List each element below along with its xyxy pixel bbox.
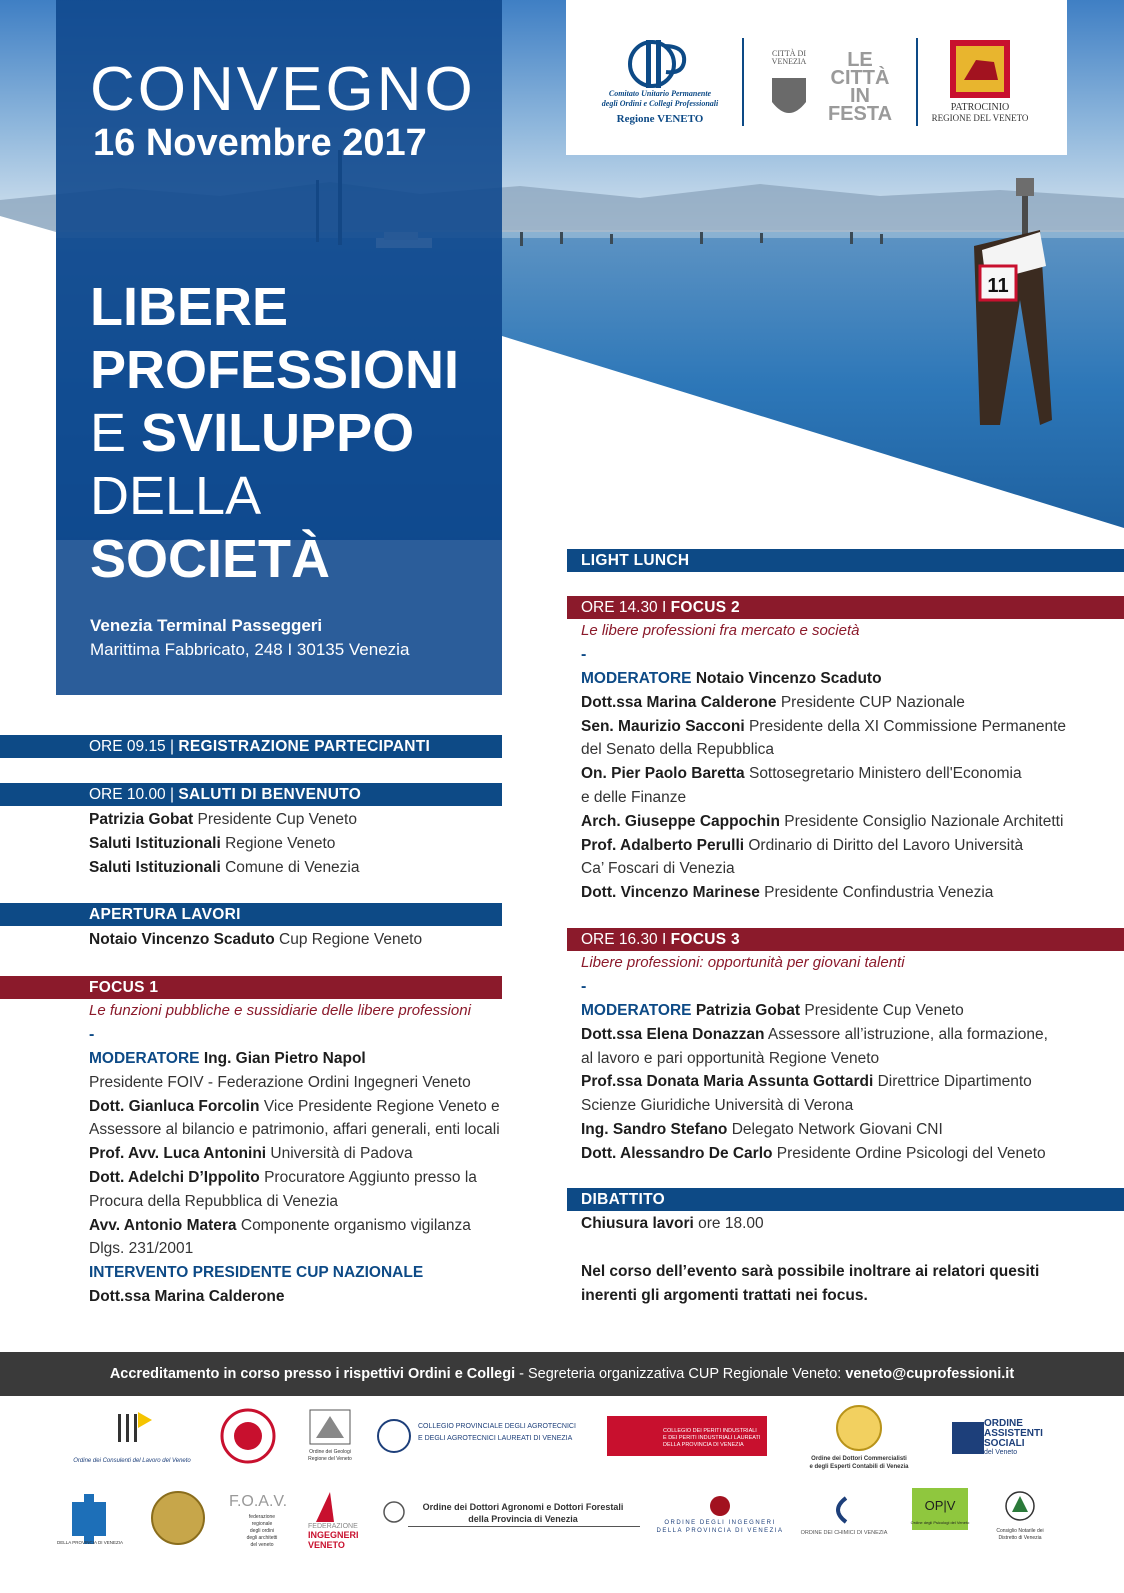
separator: -: [89, 1026, 95, 1043]
list-item: Dott.ssa Elena Donazzan Assessore all’istruzione, alla formazione,: [581, 1025, 1048, 1043]
list-item: Arch. Giuseppe Cappochin Presidente Consiglio Nazionale Architetti: [581, 812, 1064, 830]
list-item: Ca’ Foscari di Venezia: [581, 860, 735, 878]
ingegneri-veneto-logo-icon: [316, 1492, 334, 1522]
partner-logos: [0, 1398, 1124, 1588]
svg-text:ORDINE: ORDINE: [984, 1418, 1023, 1429]
svg-text:PATROCINIO: PATROCINIO: [950, 102, 1010, 113]
welcome-speakers: [89, 808, 509, 879]
agronomi-logo-icon: [384, 1502, 404, 1522]
commercialisti-logo-icon: [837, 1406, 881, 1450]
focus2-bar: ORE 14.30 I FOCUS 2: [567, 596, 1124, 619]
list-item: Dott.ssa Marina Calderone Presidente CUP Nazionale: [581, 693, 965, 711]
list-item: MODERATORE Notaio Vincenzo Scaduto: [581, 670, 882, 687]
list-item: Sen. Maurizio Sacconi Presidente della XI Commissione Permanente: [581, 717, 1067, 735]
event-title: [90, 276, 459, 591]
title-line-5: SOCIETÀ: [90, 529, 331, 589]
svg-text:Regione del Veneto: Regione del Veneto: [308, 1456, 352, 1462]
svg-text:F.O.A.V.: F.O.A.V.: [228, 1493, 288, 1510]
list-item: On. Pier Paolo Baretta Sottosegretario Ministero dell'Economia: [581, 765, 1022, 783]
list-item: al lavoro e pari opportunità Regione Veneto: [581, 1049, 880, 1067]
list-item: Prof. Adalberto Perulli Ordinario di Diritto del Lavoro Università: [581, 836, 1024, 854]
venezia-shield-icon: [772, 78, 806, 113]
svg-text:DELLA PROVINCIA DI VENEZIA: DELLA PROVINCIA DI VENEZIA: [656, 1528, 784, 1534]
svg-text:del veneto: del veneto: [250, 1542, 274, 1548]
gold-seal-icon: [152, 1492, 204, 1544]
focus2-speakers: [581, 667, 1101, 905]
svg-text:VENETO: VENETO: [308, 1540, 345, 1550]
title-line-3: E SVILUPPO: [90, 403, 415, 463]
venue-name: Venezia Terminal Passeggeri: [90, 616, 323, 635]
svg-text:SOCIALI: SOCIALI: [984, 1438, 1025, 1449]
title-line-2: PROFESSIONI: [90, 340, 460, 400]
chimici-logo-icon: [838, 1498, 846, 1522]
debate-bar: DIBATTITO: [567, 1188, 1124, 1211]
svg-text:FEDERAZIONE: FEDERAZIONE: [308, 1523, 358, 1530]
list-item: Dott. Alessandro De Carlo Presidente Ordine Psicologi del Veneto: [581, 1144, 1046, 1162]
svg-text:11: 11: [987, 275, 1009, 297]
list-item: Prof. Avv. Luca Antonini Università di Padova: [89, 1145, 413, 1163]
separator: -: [581, 646, 587, 663]
svg-text:Regione VENETO: Regione VENETO: [616, 113, 704, 125]
focus3-speakers: [581, 999, 1101, 1166]
closing: [581, 1212, 1101, 1236]
list-item: Chiusura lavori ore 18.00: [581, 1215, 764, 1232]
list-item: Procura della Repubblica di Venezia: [89, 1192, 339, 1210]
welcome-bar: ORE 10.00 | SALUTI DI BENVENUTO: [0, 783, 502, 806]
svg-text:COLLEGIO DEI PERITI INDUSTRIAL: COLLEGIO DEI PERITI INDUSTRIALI: [663, 1428, 757, 1434]
svg-text:OP|V: OP|V: [924, 1498, 956, 1513]
svg-text:ORDINE DEGLI INGEGNERI: ORDINE DEGLI INGEGNERI: [664, 1520, 776, 1526]
focus1-bar: FOCUS 1: [0, 976, 502, 999]
svg-text:FESTA: FESTA: [827, 103, 893, 125]
list-item: e delle Finanze: [581, 788, 687, 806]
svg-text:ASSISTENTI: ASSISTENTI: [984, 1428, 1043, 1439]
list-item: Dott. Gianluca Forcolin Vice Presidente Regione Veneto e: [89, 1097, 500, 1115]
focus1-speakers: [89, 1047, 519, 1309]
registration-bar: ORE 09.15 | REGISTRAZIONE PARTECIPANTI: [0, 735, 502, 758]
svg-text:Comitato Unitario Permanente: Comitato Unitario Permanente: [608, 89, 712, 98]
svg-text:CITTÀ DI: CITTÀ DI: [772, 49, 806, 58]
accreditation-bar: Accreditamento in corso presso i rispettivi Ordini e Collegi - Segreteria organizzativa CUP Regionale Veneto: veneto@cuprofessioni.it: [0, 1352, 1124, 1396]
svg-text:regionale: regionale: [251, 1521, 273, 1527]
event-type: CONVEGNO: [90, 55, 476, 124]
focus1-subtitle: Le funzioni pubbliche e sussidiarie delle libere professioni: [89, 1002, 471, 1019]
svg-text:e degli Esperti Contabili di V: e degli Esperti Contabili di Venezia: [809, 1464, 909, 1470]
venue-address: Marittima Fabbricato, 248 I 30135 Venezia: [90, 640, 410, 659]
agrotecnici-logo-icon: [378, 1420, 410, 1452]
partner-logos-svg: [0, 1398, 1124, 1588]
svg-text:CITTÀ: CITTÀ: [830, 67, 890, 89]
sponsor-logos-svg: [566, 0, 1067, 155]
focus2-subtitle: Le libere professioni fra mercato e società: [581, 622, 860, 639]
list-item: Prof.ssa Donata Maria Assunta Gottardi Direttrice Dipartimento: [581, 1073, 1032, 1091]
list-item: Dlgs. 231/2001: [89, 1240, 194, 1258]
svg-text:LE: LE: [847, 49, 873, 71]
svg-text:del Veneto: del Veneto: [984, 1449, 1018, 1456]
svg-text:federazione: federazione: [248, 1514, 276, 1520]
venue: [90, 614, 409, 662]
list-item: Presidente FOIV - Federazione Ordini Ingegneri Veneto: [89, 1073, 471, 1091]
list-item: Saluti Istituzionali Comune di Venezia: [89, 858, 360, 876]
opening-speakers: [89, 928, 509, 952]
svg-text:VENEZIA: VENEZIA: [771, 57, 807, 66]
svg-text:Ordine dei Dottori Agronomi e: Ordine dei Dottori Agronomi e Dottori Forestali: [422, 1502, 624, 1512]
lunch-bar: LIGHT LUNCH: [567, 549, 1124, 572]
cup-logo-icon: [630, 40, 684, 88]
event-note: Nel corso dell’evento sarà possibile inoltrare ai relatori quesiti inerenti gli argomenti trattati nei focus.: [581, 1263, 1040, 1304]
svg-text:degli Ordini e Collegi Profess: degli Ordini e Collegi Professionali: [601, 99, 719, 108]
list-item: Ing. Sandro Stefano Delegato Network Giovani CNI: [581, 1120, 943, 1138]
svg-text:E DEGLI AGROTECNICI LAUREATI D: E DEGLI AGROTECNICI LAUREATI DI VENEZIA: [418, 1435, 573, 1442]
list-item: Dott.ssa Marina Calderone: [89, 1287, 285, 1305]
list-item: MODERATORE Ing. Gian Pietro Napol: [89, 1050, 366, 1067]
list-item: MODERATORE Patrizia Gobat Presidente Cup Veneto: [581, 1002, 964, 1019]
svg-text:IN: IN: [850, 85, 870, 107]
contact-email[interactable]: veneto@cuprofessioni.it: [845, 1366, 1015, 1382]
list-item: Scienze Giuridiche Università di Verona: [581, 1097, 854, 1115]
svg-text:DELLA PROVINCIA DI VENEZIA: DELLA PROVINCIA DI VENEZIA: [663, 1442, 744, 1448]
svg-text:REGIONE DEL VENETO: REGIONE DEL VENETO: [931, 113, 1029, 123]
list-item: Saluti Istituzionali Regione Veneto: [89, 834, 336, 852]
svg-text:Ordine dei Dottori Commerciali: Ordine dei Dottori Commercialisti: [811, 1456, 907, 1462]
list-item: INTERVENTO PRESIDENTE CUP NAZIONALE: [89, 1264, 424, 1282]
svg-text:DELLA PROVINCIA DI VENEZIA: DELLA PROVINCIA DI VENEZIA: [56, 1540, 124, 1545]
svg-text:ORDINE DEI CHIMICI DI VENEZIA: ORDINE DEI CHIMICI DI VENEZIA: [800, 1530, 888, 1536]
svg-text:degli architetti: degli architetti: [246, 1535, 278, 1541]
separator: -: [581, 978, 587, 995]
svg-text:Distretto di Venezia: Distretto di Venezia: [998, 1535, 1042, 1541]
list-item: Assessore al bilancio e patrimonio, affari generali, enti locali: [89, 1121, 500, 1139]
svg-text:INGEGNERI: INGEGNERI: [308, 1530, 359, 1540]
svg-text:E DEI PERITI INDUSTRIALI LAURE: E DEI PERITI INDUSTRIALI LAUREATI: [663, 1435, 761, 1441]
ingegneri-venezia-logo-icon: [710, 1496, 730, 1516]
event-date: 16 Novembre 2017: [93, 122, 427, 164]
list-item: del Senato della Repubblica: [581, 741, 775, 759]
list-item: Avv. Antonio Matera Componente organismo vigilanza: [89, 1216, 471, 1234]
svg-text:Consiglio Notarile dei: Consiglio Notarile dei: [996, 1528, 1044, 1534]
focus3-subtitle: Libere professioni: opportunità per giovani talenti: [581, 954, 905, 971]
focus3-bar: ORE 16.30 I FOCUS 3: [567, 928, 1124, 951]
svg-text:Ordine dei Geologi: Ordine dei Geologi: [309, 1449, 351, 1455]
list-item: Dott. Adelchi D’Ippolito Procuratore Aggiunto presso la: [89, 1168, 477, 1186]
title-line-4: DELLA: [90, 466, 262, 526]
svg-text:COLLEGIO PROVINCIALE DEGLI AGR: COLLEGIO PROVINCIALE DEGLI AGROTECNICI: [418, 1423, 576, 1430]
list-item: Notaio Vincenzo Scaduto Cup Regione Veneto: [89, 931, 423, 948]
sponsor-logos: [566, 0, 1067, 155]
title-line-1: LIBERE: [90, 277, 289, 337]
list-item: Patrizia Gobat Presidente Cup Veneto: [89, 811, 357, 828]
svg-text:Ordine dei Consulenti del Lavo: Ordine dei Consulenti del Lavoro del Veneto: [73, 1458, 191, 1464]
opening-bar: APERTURA LAVORI: [0, 903, 502, 926]
svg-text:degli ordini: degli ordini: [249, 1528, 275, 1534]
svg-text:della Provincia di Venezia: della Provincia di Venezia: [468, 1514, 578, 1524]
assistenti-sociali-logo-icon: [952, 1422, 984, 1454]
svg-text:Ordine degli Psicologi del Ven: Ordine degli Psicologi del Veneto: [910, 1520, 970, 1525]
list-item: Dott. Vincenzo Marinese Presidente Confindustria Venezia: [581, 884, 994, 902]
consulenti-lavoro-logo-icon: [118, 1412, 152, 1442]
